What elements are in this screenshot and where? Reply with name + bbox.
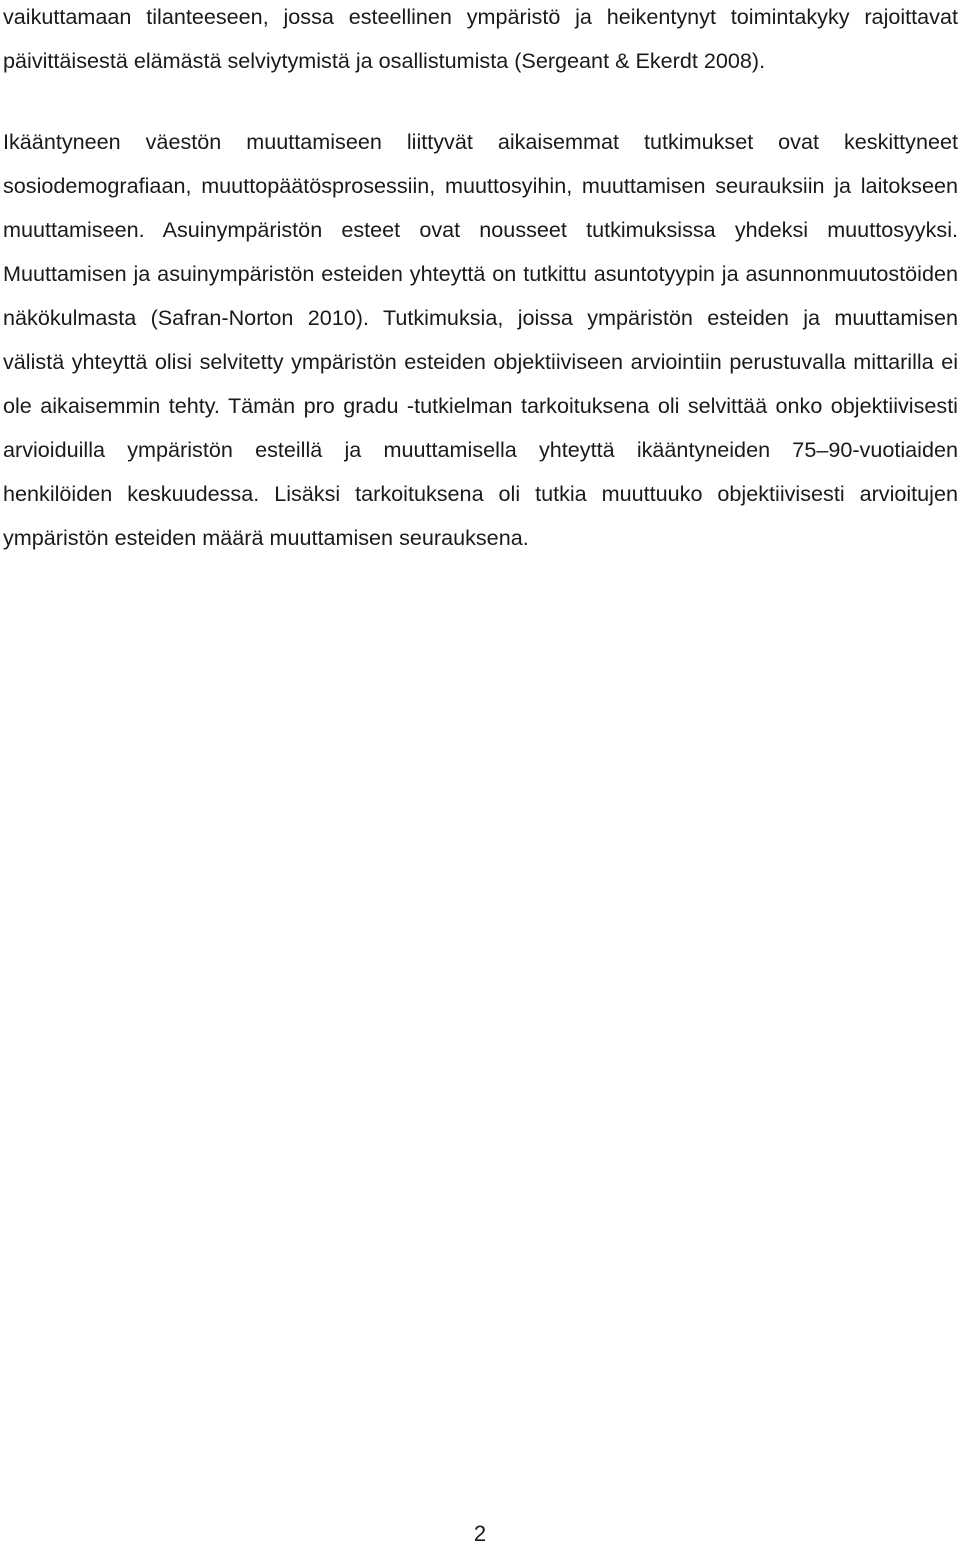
paragraph-continuation: vaikuttamaan tilanteeseen, jossa esteellinen ympäristö ja heikentynyt toimintakyky rajoittavat päivittäisestä elämästä selviytymistä ja osallistumista (Sergeant & Ekerdt 2008).	[3, 4, 958, 73]
page-number: 2	[473, 1521, 487, 1546]
paragraph-body: Ikääntyneen väestön muuttamiseen liittyvät aikaisemmat tutkimukset ovat keskittyneet sosiodemografiaan, muuttopäätösprosessiin, muuttosyihin, muuttamisen seurauksiin ja laitokseen muuttamiseen. Asuinympäristön esteet ovat nousseet tutkimuksissa yhdeksi muuttosyyksi. Muuttamisen ja asuinympäristön esteiden yhteyttä on tutkittu asuntotyypin ja asunnonmuutostöiden näkökulmasta (Safran-Norton 2010). Tutkimuksia, joissa ympäristön esteiden ja muuttamisen välistä yhteyttä olisi selvitetty ympäristön esteiden objektiiviseen arviointiin perustuvalla mittarilla ei ole aikaisemmin tehty. Tämän pro gradu -tutkielman tarkoituksena oli selvittää onko objektiivisesti arvioiduilla ympäristön esteillä ja muuttamisella yhteyttä ikääntyneiden 75–90-vuotiaiden henkilöiden keskuudessa. Lisäksi tarkoituksena oli tutkia muuttuuko objektiivisesti arvioitujen ympäristön esteiden määrä muuttamisen seurauksena.	[3, 129, 958, 550]
